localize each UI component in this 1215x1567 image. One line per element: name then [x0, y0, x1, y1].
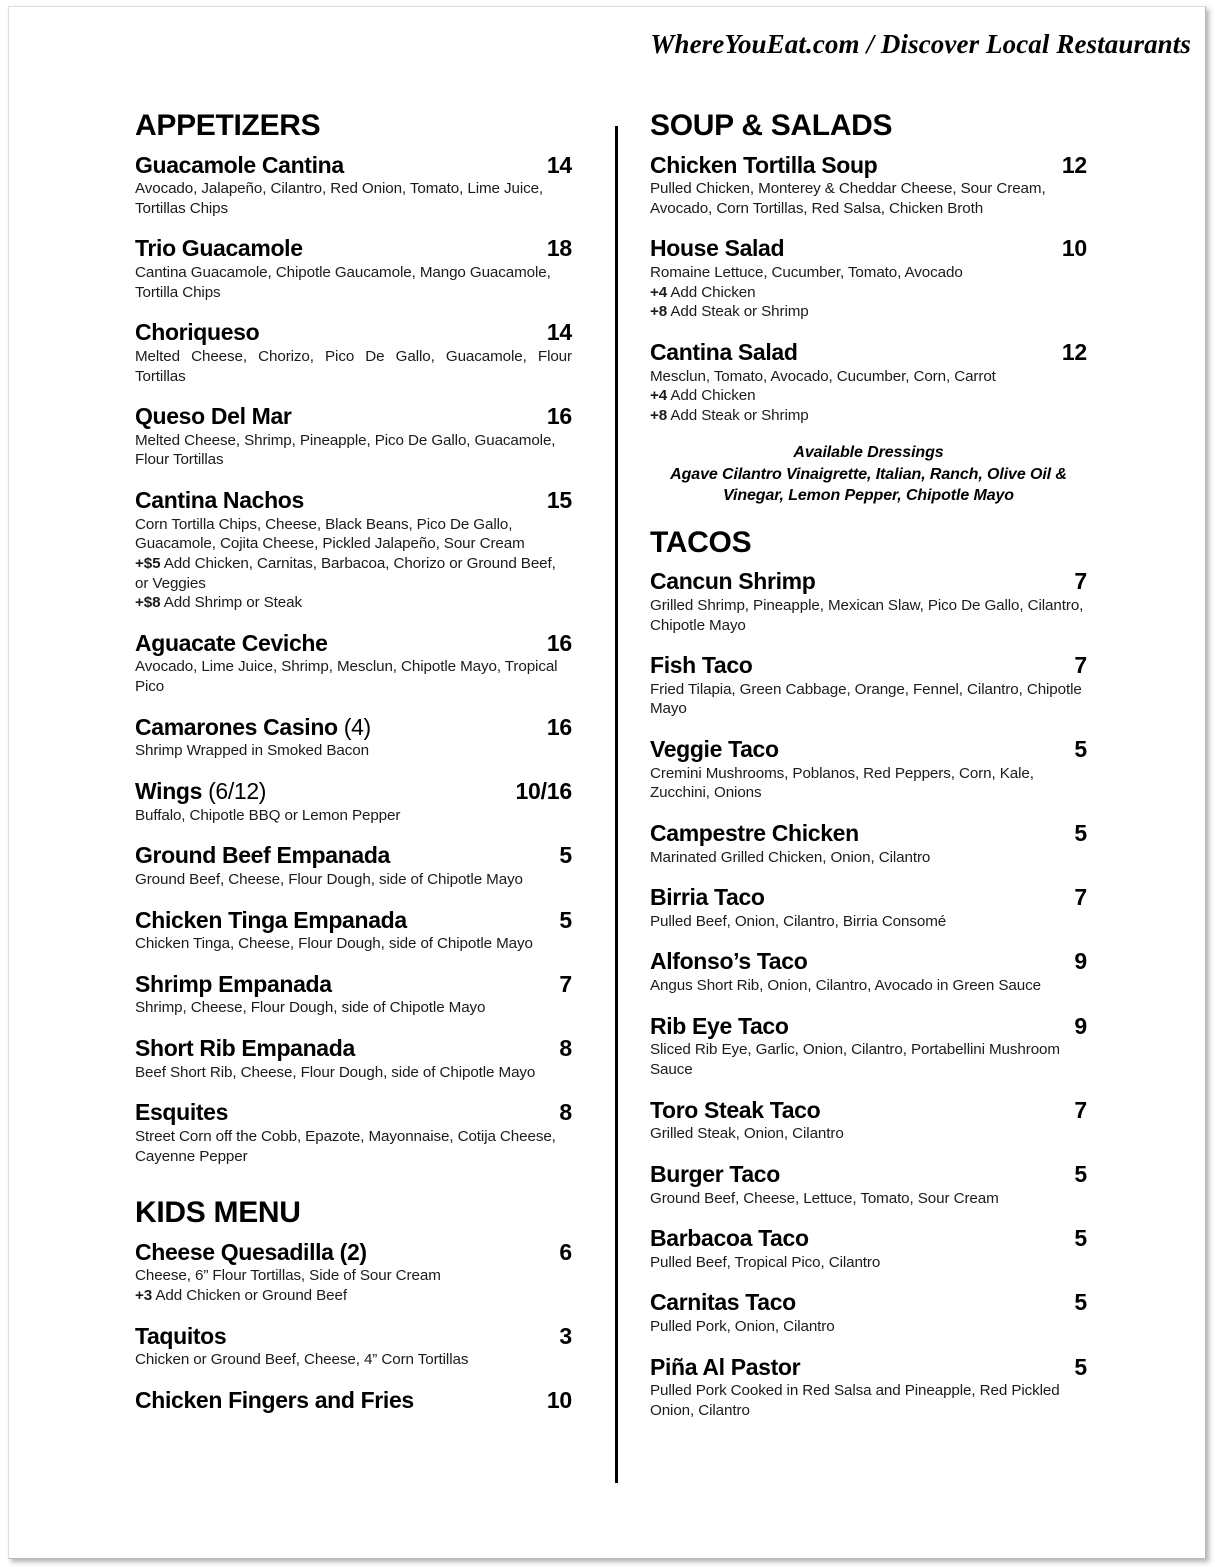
menu-item-header — [650, 568, 1087, 595]
menu-item-price: 12 — [1061, 151, 1087, 178]
menu-item-description: Chicken Tinga, Cheese, Flour Dough, side of Chipotle Mayo — [135, 935, 533, 953]
menu-item-header — [650, 1354, 1087, 1381]
menu-item-header — [135, 1387, 572, 1414]
menu-item-description: Grilled Shrimp, Pineapple, Mexican Slaw, Pico De Gallo, Cilantro, Chipotle Mayo — [650, 596, 1084, 634]
menu-item — [650, 1225, 1087, 1272]
menu-item-name: Birria Taco — [650, 884, 765, 911]
menu-item-price: 5 — [1074, 736, 1087, 762]
menu-item — [650, 1161, 1087, 1208]
menu-item-header — [650, 235, 1087, 262]
menu-item — [650, 1289, 1087, 1336]
menu-item-price: 7 — [1074, 568, 1087, 595]
menu-item-description: Pulled Pork, Onion, Cilantro — [650, 1318, 835, 1336]
menu-item-name: Choriqueso — [135, 319, 260, 346]
menu-item-description: Avocado, Lime Juice, Shrimp, Mesclun, Chipotle Mayo, Tropical Pico — [135, 658, 558, 696]
menu-item-name: Cancun Shrimp — [650, 568, 816, 595]
menu-item-addon — [650, 283, 1087, 303]
menu-item-price: 10 — [1061, 235, 1087, 262]
menu-item-price: 15 — [546, 487, 572, 514]
menu-item-header — [135, 971, 572, 998]
menu-item-price: 7 — [559, 970, 572, 997]
menu-item — [650, 736, 1087, 803]
menu-item — [135, 630, 572, 697]
menu-item-description: Street Corn off the Cobb, Epazote, Mayonnaise, Cotija Cheese, Cayenne Pepper — [135, 1128, 556, 1165]
menu-item-description: Ground Beef, Cheese, Lettuce, Tomato, Sour Cream — [650, 1189, 999, 1207]
menu-item-header — [135, 152, 572, 179]
menu-item-header — [650, 1289, 1087, 1316]
menu-item-name: Carnitas Taco — [650, 1289, 796, 1316]
menu-item-description: Melted Cheese, Chorizo, Pico De Gallo, Guacamole, Flour Tortillas — [135, 347, 572, 385]
menu-item-header — [650, 1161, 1087, 1188]
watermark-branding: WhereYouEat.com / Discover Local Restaurants — [650, 29, 1191, 59]
section-title-kids-menu: KIDS MENU — [135, 1196, 301, 1230]
menu-item-description: Melted Cheese, Shrimp, Pineapple, Pico De Gallo, Guacamole, Flour Tortillas — [135, 431, 556, 469]
menu-item — [650, 820, 1087, 867]
menu-item-header — [135, 1239, 572, 1266]
menu-item — [135, 1387, 572, 1414]
menu-item — [650, 235, 1087, 322]
menu-item-name: Aguacate Ceviche — [135, 629, 328, 656]
menu-item — [135, 403, 572, 470]
menu-item — [650, 1354, 1087, 1421]
menu-item-addon — [135, 554, 572, 593]
menu-item — [135, 714, 572, 761]
menu-item-header — [135, 907, 572, 934]
menu-item-name: Chicken Tortilla Soup — [650, 151, 878, 178]
menu-item — [135, 907, 572, 954]
left-column — [135, 110, 572, 1414]
menu-item — [650, 652, 1087, 719]
menu-item-price: 8 — [559, 1099, 572, 1126]
addon-text: Add Shrimp or Steak — [160, 594, 302, 612]
menu-item-description: Buffalo, Chipotle BBQ or Lemon Pepper — [135, 806, 401, 824]
menu-item-header — [135, 487, 572, 514]
menu-item-price: 7 — [1074, 1096, 1087, 1123]
menu-item-name: Trio Guacamole — [135, 235, 303, 262]
menu-item-name: Cheese Quesadilla (2) — [135, 1238, 367, 1265]
menu-item-header — [650, 1097, 1087, 1124]
menu-item-header — [650, 152, 1087, 179]
dressings-title: Available Dressings — [793, 444, 944, 462]
column-divider — [615, 126, 618, 1483]
menu-item-name: Burger Taco — [650, 1160, 780, 1187]
menu-item-name: Chicken Tinga Empanada — [135, 906, 407, 933]
addon-amount: +$8 — [135, 594, 161, 612]
menu-item — [135, 842, 572, 889]
menu-item-description: Beef Short Rib, Cheese, Flour Dough, side of Chipotle Mayo — [135, 1063, 536, 1081]
menu-item-name: Queso Del Mar — [135, 403, 292, 430]
menu-item-header — [650, 1013, 1087, 1040]
addon-text: Add Steak or Shrimp — [667, 406, 809, 424]
menu-item-name: Taquitos — [135, 1322, 227, 1349]
menu-item-description: Corn Tortilla Chips, Cheese, Black Beans, Pico De Gallo, Guacamole, Cojita Cheese, Pickled Jalapeño, Sour Cream — [135, 515, 525, 553]
menu-item-name: Chicken Fingers and Fries — [135, 1386, 414, 1413]
menu-item-price: 10 — [546, 1386, 572, 1413]
kids-menu-item-list — [135, 1239, 572, 1414]
menu-item-price: 5 — [1074, 819, 1087, 846]
menu-item-price: 16 — [546, 403, 572, 430]
addon-text: Add Chicken or Ground Beef — [152, 1287, 347, 1305]
addon-amount: +$5 — [135, 554, 161, 572]
menu-item-price: 5 — [1074, 1353, 1087, 1380]
addon-text: Add Chicken — [667, 283, 756, 301]
tacos-item-list — [650, 568, 1087, 1420]
menu-item-quantity: (6/12) — [202, 777, 267, 804]
menu-item-header — [135, 319, 572, 346]
menu-item-price: 5 — [1074, 1289, 1087, 1316]
menu-item-addon — [650, 302, 1087, 322]
menu-item-name: Short Rib Empanada — [135, 1035, 355, 1062]
menu-item-name: Veggie Taco — [650, 736, 779, 762]
menu-item-price: 3 — [559, 1322, 572, 1349]
menu-item — [135, 152, 572, 219]
menu-item-name: Cantina Nachos — [135, 487, 304, 514]
menu-item — [135, 971, 572, 1018]
menu-item-header — [650, 884, 1087, 911]
menu-item-name: Cantina Salad — [650, 338, 798, 365]
menu-item-header — [650, 736, 1087, 763]
menu-item-price: 16 — [546, 713, 572, 740]
menu-item-description: Avocado, Jalapeño, Cilantro, Red Onion, Tomato, Lime Juice, Tortillas Chips — [135, 180, 544, 217]
available-dressings-block — [650, 442, 1087, 505]
addon-amount: +3 — [135, 1287, 153, 1305]
menu-item-price: 6 — [559, 1238, 572, 1265]
menu-item-price: 8 — [559, 1035, 572, 1062]
addon-text: Add Chicken — [667, 387, 756, 405]
addon-amount: +4 — [650, 283, 668, 301]
menu-item-price: 14 — [546, 151, 572, 178]
menu-item-description: Fried Tilapia, Green Cabbage, Orange, Fennel, Cilantro, Chipotle Mayo — [650, 680, 1082, 718]
menu-item-addon — [135, 1286, 572, 1306]
addon-amount: +4 — [650, 387, 668, 405]
menu-item-description: Cremini Mushrooms, Poblanos, Red Peppers, Corn, Kale, Zucchini, Onions — [650, 764, 1034, 802]
menu-item-price: 9 — [1074, 1012, 1087, 1039]
menu-item-description: Pulled Chicken, Monterey & Cheddar Cheese, Sour Cream, Avocado, Corn Tortillas, Red Salsa, Chicken Broth — [650, 180, 1046, 217]
menu-item-price: 10/16 — [515, 777, 572, 804]
menu-item-header — [135, 714, 572, 741]
addon-text: Add Chicken, Carnitas, Barbacoa, Chorizo or Ground Beef, or Veggies — [135, 554, 556, 592]
menu-item — [135, 487, 572, 613]
menu-item-price: 5 — [1074, 1160, 1087, 1187]
menu-item-addon — [650, 386, 1087, 406]
menu-item — [135, 1239, 572, 1306]
dressings-list: Agave Cilantro Vinaigrette, Italian, Ranch, Olive Oil & Vinegar, Lemon Pepper, Chipotle Mayo — [670, 465, 1067, 504]
menu-item-header — [135, 842, 572, 869]
menu-item — [135, 235, 572, 302]
menu-item-description: Chicken or Ground Beef, Cheese, 4” Corn Tortillas — [135, 1351, 469, 1369]
menu-item-price: 18 — [546, 235, 572, 262]
menu-item-description: Pulled Beef, Onion, Cilantro, Birria Consomé — [650, 912, 947, 930]
menu-item-addon — [135, 593, 572, 613]
section-title-appetizers: APPETIZERS — [135, 109, 321, 142]
menu-item — [650, 1013, 1087, 1080]
menu-item-header — [135, 1323, 572, 1350]
section-title-soup-salads: SOUP & SALADS — [650, 109, 893, 142]
menu-item-name: Toro Steak Taco — [650, 1096, 821, 1123]
menu-item-price: 7 — [1074, 652, 1087, 679]
menu-item-header — [650, 339, 1087, 366]
menu-item-description: Pulled Pork Cooked in Red Salsa and Pineapple, Red Pickled Onion, Cilantro — [650, 1382, 1060, 1420]
menu-item-description: Ground Beef, Cheese, Flour Dough, side of Chipotle Mayo — [135, 870, 523, 888]
menu-item-description: Cheese, 6” Flour Tortillas, Side of Sour Cream — [135, 1267, 441, 1285]
menu-item-description: Shrimp, Cheese, Flour Dough, side of Chipotle Mayo — [135, 999, 486, 1017]
menu-item-description: Angus Short Rib, Onion, Cilantro, Avocado in Green Sauce — [650, 977, 1041, 995]
menu-item — [650, 884, 1087, 931]
menu-item-header — [650, 1225, 1087, 1252]
menu-item-header — [135, 778, 572, 805]
menu-item — [135, 1323, 572, 1370]
menu-item-description: Sliced Rib Eye, Garlic, Onion, Cilantro, Portabellini Mushroom Sauce — [650, 1041, 1060, 1079]
menu-item-price: 9 — [1074, 948, 1087, 975]
addon-amount: +8 — [650, 303, 668, 321]
menu-item-name: Shrimp Empanada — [135, 970, 332, 997]
menu-item-price: 12 — [1061, 338, 1087, 365]
menu-item — [650, 1097, 1087, 1144]
menu-item — [135, 778, 572, 825]
menu-item — [650, 948, 1087, 995]
menu-item-name: House Salad — [650, 235, 785, 262]
menu-item-name: Alfonso’s Taco — [650, 948, 808, 975]
menu-item-header — [650, 652, 1087, 679]
menu-item-name: Wings (6/12) — [135, 777, 267, 804]
addon-amount: +8 — [650, 406, 668, 424]
menu-item — [135, 1099, 572, 1166]
menu-item-description: Shrimp Wrapped in Smoked Bacon — [135, 742, 369, 760]
menu-item-name: Barbacoa Taco — [650, 1225, 809, 1252]
menu-item-name: Rib Eye Taco — [650, 1012, 789, 1039]
menu-item-price: 7 — [1074, 884, 1087, 911]
menu-item-name: Camarones Casino (4) — [135, 713, 371, 740]
menu-item-header — [650, 948, 1087, 975]
menu-item-description: Pulled Beef, Tropical Pico, Cilantro — [650, 1253, 881, 1271]
menu-item-quantity: (4) — [337, 713, 371, 740]
addon-text: Add Steak or Shrimp — [667, 303, 809, 321]
menu-item — [650, 152, 1087, 219]
menu-item-name: Esquites — [135, 1099, 229, 1126]
section-title-tacos: TACOS — [650, 525, 752, 559]
menu-page — [8, 6, 1206, 1559]
menu-item-price: 5 — [559, 906, 572, 933]
menu-item-header — [135, 1099, 572, 1126]
menu-item-description: Cantina Guacamole, Chipotle Gaucamole, Mango Guacamole, Tortilla Chips — [135, 264, 551, 301]
menu-item — [650, 339, 1087, 426]
menu-item-price: 16 — [546, 629, 572, 656]
menu-item-description: Grilled Steak, Onion, Cilantro — [650, 1125, 844, 1143]
menu-item-price: 5 — [559, 842, 572, 869]
menu-item-description: Mesclun, Tomato, Avocado, Cucumber, Corn, Carrot — [650, 367, 996, 385]
menu-item-header — [135, 403, 572, 430]
menu-item-header — [135, 1035, 572, 1062]
menu-item-name: Campestre Chicken — [650, 819, 859, 846]
right-column — [650, 110, 1087, 1421]
menu-item-price: 5 — [1074, 1225, 1087, 1252]
appetizers-item-list — [135, 152, 572, 1167]
menu-item — [135, 1035, 572, 1082]
menu-item-addon — [650, 406, 1087, 426]
soup-salads-item-list — [650, 152, 1087, 426]
menu-item-price: 14 — [546, 319, 572, 346]
menu-item-description: Marinated Grilled Chicken, Onion, Cilantro — [650, 848, 931, 866]
menu-item — [135, 319, 572, 386]
menu-item-name: Guacamole Cantina — [135, 151, 344, 178]
menu-item-header — [135, 235, 572, 262]
menu-item-name: Fish Taco — [650, 652, 753, 679]
menu-item-name: Piña Al Pastor — [650, 1353, 801, 1380]
menu-item-name: Ground Beef Empanada — [135, 842, 390, 869]
menu-item-description: Romaine Lettuce, Cucumber, Tomato, Avocado — [650, 264, 963, 282]
menu-item-header — [135, 630, 572, 657]
menu-item-header — [650, 820, 1087, 847]
menu-item — [650, 568, 1087, 635]
